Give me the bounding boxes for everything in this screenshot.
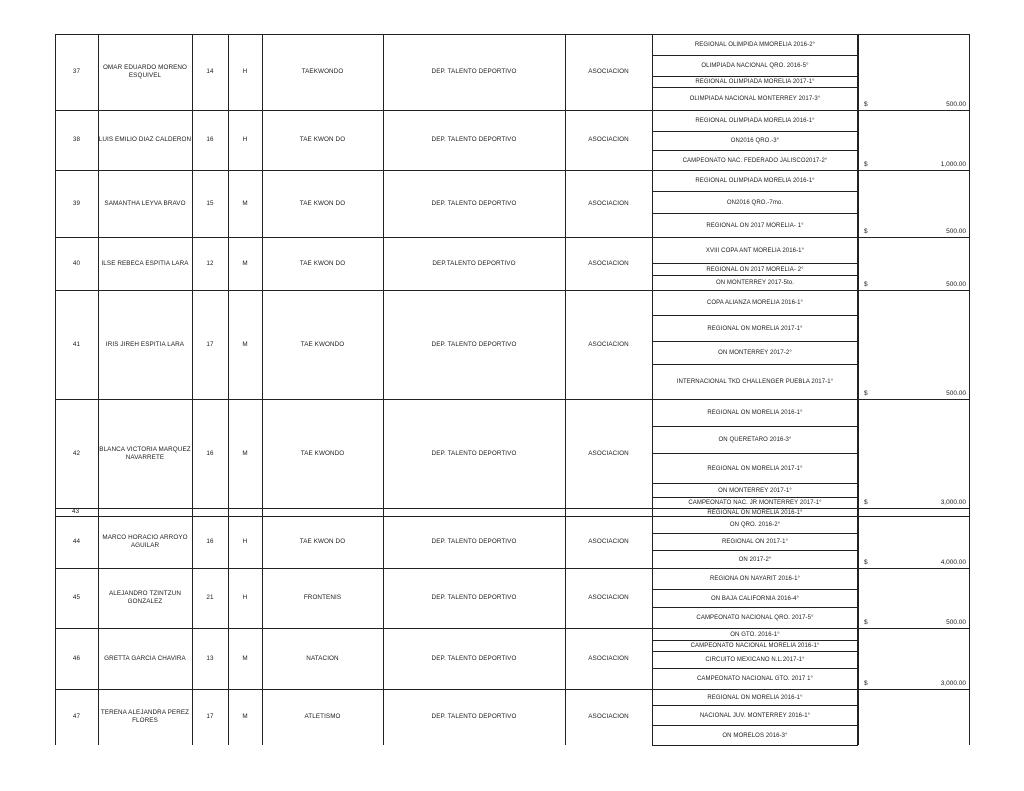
sport-cell: TAE KWON DO [299, 136, 346, 143]
department-cell: DEP. TALENTO DEPORTIVO [431, 340, 517, 348]
sex-cell: M [242, 654, 248, 662]
department-cell: DEP. TALENTO DEPORTIVO [431, 594, 517, 601]
age-cell: 16 [206, 538, 214, 545]
sex-cell: M [242, 449, 248, 457]
support-amount: 500.00 [946, 281, 966, 288]
athlete-name-cell: SAMANTHA LEYVA BRAVO [104, 199, 186, 207]
competition-result: REGIONAL OLIMPIADA MORELIA 2016-1° [652, 110, 858, 132]
competition-result: ON QUERETARO 2016-3° [652, 426, 858, 454]
competition-result: ON QRO. 2016-2° [652, 516, 858, 534]
currency-symbol: $ [864, 281, 868, 288]
competition-result: ON MONTERREY 2017-5to. [652, 275, 858, 291]
competition-result: COPA ALIANZA MORELIA 2016-1° [652, 290, 858, 316]
currency-symbol: $ [864, 619, 868, 626]
competition-result: ON MONTERREY 2017-1° [652, 483, 858, 498]
currency-symbol: $ [864, 161, 868, 168]
competition-result: REGIONAL OLIMPIDA MMORELIA 2016-2° [652, 34, 858, 56]
row-number-cell: 41 [72, 340, 81, 348]
support-amount: 500.00 [946, 619, 966, 626]
age-cell: 14 [206, 68, 214, 75]
athlete-name-cell: LUIS EMILIO DIAZ CALDERON [98, 136, 192, 143]
competition-result: ON BAJA CALIFORNIA 2016-4° [652, 589, 858, 608]
affiliation-cell: ASOCIACION [588, 259, 629, 267]
column-divider [858, 34, 859, 745]
support-amount: 3,000.00 [940, 499, 966, 506]
competition-result: OLIMPIADA NACIONAL QRO. 2016-5° [652, 55, 858, 77]
athlete-name-cell [98, 508, 192, 516]
competition-result: REGIONAL ON MORELIA 2016-1° [652, 689, 858, 706]
age-cell [192, 508, 228, 516]
athlete-name-cell: GRETTA GARCIA CHAVIRA [104, 654, 186, 662]
competition-result: ON2016 QRO.-7mo. [652, 191, 858, 214]
competition-result: CIRCUITO MEXICANO N.L.2017-1° [652, 651, 858, 669]
currency-symbol: $ [864, 390, 868, 397]
department-cell: DEP. TALENTO DEPORTIVO [431, 713, 517, 720]
sex-cell: H [242, 538, 248, 545]
row-number-cell: 43 [72, 508, 80, 515]
sport-cell [262, 508, 383, 516]
column-divider [969, 34, 970, 745]
competition-result: REGIONAL ON 2017-1° [652, 533, 858, 551]
sex-cell: M [242, 340, 248, 348]
competition-result: ON MONTERREY 2017-2° [652, 341, 858, 365]
competition-result: CAMPEONATO NAC. FEDERADO JALISCO2017-2° [652, 150, 858, 171]
row-number-cell: 40 [72, 259, 81, 267]
department-cell: DEP. TALENTO DEPORTIVO [431, 654, 517, 662]
sport-cell: FRONTENIS [303, 594, 342, 601]
sport-cell: TAE KWONDO [300, 340, 345, 348]
athlete-name-cell: ILSE REBECA ESPITIA LARA [101, 259, 189, 267]
currency-symbol: $ [864, 680, 868, 687]
competition-result: ON MORELOS 2016-3° [652, 725, 858, 746]
competition-result: NACIONAL JUV. MONTERREY 2016-1° [652, 705, 858, 726]
competition-result: REGIONA ON NAYARIT 2016-1° [652, 568, 858, 590]
age-cell: 12 [206, 259, 214, 267]
sex-cell: H [242, 68, 248, 75]
age-cell: 17 [206, 340, 214, 348]
affiliation-cell: ASOCIACION [588, 68, 629, 75]
competition-result: CAMPEONATO NACIONAL MORELIA 2016-1° [652, 640, 858, 652]
competition-result: REGIONAL ON MORELIA 2017-1° [652, 453, 858, 484]
department-cell [383, 508, 565, 516]
department-cell: DEP. TALENTO DEPORTIVO [431, 538, 517, 545]
competition-result: REGIONAL ON MORELIA 2016-1° [652, 399, 858, 427]
affiliation-cell: ASOCIACION [588, 340, 629, 348]
affiliation-cell: ASOCIACION [588, 199, 629, 207]
support-amount: 500.00 [946, 228, 966, 235]
age-cell: 13 [206, 654, 214, 662]
sex-cell: H [242, 136, 248, 143]
athlete-name-cell: MARCO HORACIO ARROYO AGUILAR [102, 534, 188, 549]
affiliation-cell: ASOCIACION [588, 713, 629, 720]
age-cell: 16 [206, 136, 214, 143]
department-cell: DEP. TALENTO DEPORTIVO [431, 199, 517, 207]
athlete-name-cell: IRIS JIREH ESPITIA LARA [105, 340, 185, 348]
sport-cell: NATACION [306, 654, 339, 662]
competition-result: ON2016 QRO.-3° [652, 131, 858, 151]
competition-result: REGIONAL ON 2017 MORELIA- 2° [652, 263, 858, 276]
sport-cell: TAE KWON DO [299, 259, 346, 267]
support-amount: 3,000.00 [940, 680, 966, 687]
age-cell: 15 [206, 199, 214, 207]
competition-result: OLIMPIADA NACIONAL MONTERREY 2017-3° [652, 87, 858, 111]
row-number-cell: 42 [72, 449, 81, 457]
competition-result: REGIONAL ON MORELIA 2017-1° [652, 315, 858, 342]
competition-result: REGIONAL ON 2017 MORELIA- 1° [652, 213, 858, 238]
competition-result: XVIII COPA ANT MORELIA 2016-1° [652, 237, 858, 264]
row-number-cell: 39 [72, 199, 81, 207]
competition-result: REGIONAL ON MORELIA 2016-1° [652, 508, 858, 517]
affiliation-cell: ASOCIACION [588, 654, 629, 662]
sport-cell: TAE KWON DO [299, 538, 346, 545]
sport-cell: TAE KWONDO [300, 449, 345, 457]
row-number-cell: 45 [72, 594, 81, 601]
competition-result: CAMPEONATO NACIONAL QRO. 2017-5° [652, 607, 858, 629]
department-cell: DEP. TALENTO DEPORTIVO [431, 449, 517, 457]
sex-cell: M [242, 259, 248, 267]
affiliation-cell: ASOCIACION [588, 538, 629, 545]
sex-cell: H [242, 594, 248, 601]
support-amount: 4,000.00 [940, 559, 966, 566]
athlete-name-cell: ALEJANDRO TZINTZUN GONZALEZ [108, 590, 181, 605]
support-amount: 500.00 [946, 101, 966, 108]
support-amount: 500.00 [946, 390, 966, 397]
competition-result: ON 2017-2° [652, 550, 858, 569]
competition-result: REGIONAL OLIMPIADA MORELIA 2017-1° [652, 76, 858, 88]
competition-result: REGIONAL OLIMPIADA MORELIA 2016-1° [652, 170, 858, 192]
row-number-cell: 47 [72, 713, 81, 720]
currency-symbol: $ [864, 228, 868, 235]
affiliation-cell: ASOCIACION [588, 594, 629, 601]
athlete-name-cell: TERENA ALEJANDRA PEREZ FLORES [100, 709, 190, 724]
currency-symbol: $ [864, 499, 868, 506]
competition-result: ON GTO. 2016-1° [652, 628, 858, 641]
department-cell: DEP.TALENTO DEPORTIVO [432, 259, 516, 267]
age-cell: 16 [206, 449, 214, 457]
competition-result: INTERNACIONAL TKD CHALLENGER PUEBLA 2017-1° [652, 364, 858, 400]
currency-symbol: $ [864, 559, 868, 566]
age-cell: 17 [206, 713, 214, 720]
affiliation-cell [565, 508, 652, 516]
sport-cell: ATLETISMO [304, 713, 341, 720]
affiliation-cell: ASOCIACION [588, 136, 629, 143]
row-number-cell: 46 [72, 654, 81, 662]
sex-cell: M [242, 199, 248, 207]
row-number-cell: 44 [72, 538, 81, 545]
athlete-name-cell: OMAR EDUARDO MORENO ESQUIVEL [102, 64, 188, 79]
support-amount: 1,000.00 [940, 161, 966, 168]
sex-cell [228, 508, 262, 516]
sex-cell: M [242, 713, 248, 720]
row-number-cell: 38 [72, 136, 81, 143]
competition-result: CAMPEONATO NAC. JR MONTERREY 2017-1° [652, 497, 858, 509]
department-cell: DEP. TALENTO DEPORTIVO [431, 68, 517, 75]
competition-result: CAMPEONATO NACIONAL GTO. 2017 1° [652, 668, 858, 690]
sport-cell: TAE KWON DO [299, 199, 346, 207]
currency-symbol: $ [864, 101, 868, 108]
department-cell: DEP. TALENTO DEPORTIVO [431, 136, 517, 143]
sport-cell: TAEKWONDO [301, 68, 344, 75]
age-cell: 21 [206, 594, 214, 601]
affiliation-cell: ASOCIACION [588, 449, 629, 457]
athlete-name-cell: BLANCA VICTORIA MARQUEZ NAVARRETE [99, 445, 191, 461]
row-number-cell: 37 [72, 68, 81, 75]
